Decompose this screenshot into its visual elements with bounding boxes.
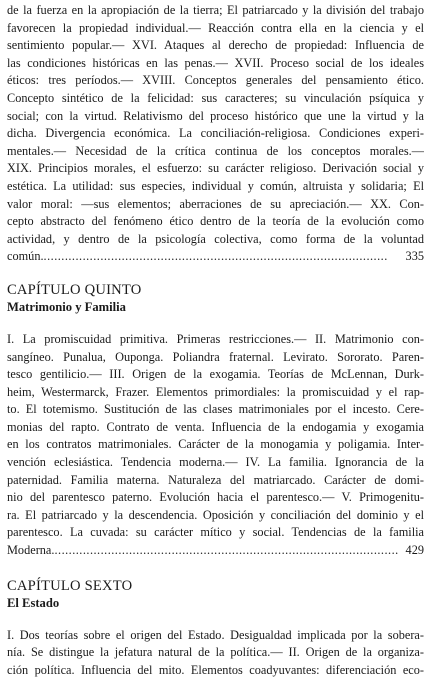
text-line: nio del parentesco paterno. Evolución hacia el parentesco.— V. Primogenitu-: [7, 490, 424, 505]
text-line: vención eclesiástica. Tendencia moderna.— IV. La familia. Ignorancia de la: [7, 455, 424, 470]
toc-last-line: común.: [7, 249, 44, 264]
text-line: I. Dos teorías sobre el origen del Estado. Desigualdad implicada por la sobera-: [7, 627, 424, 642]
text-line: parentesco. La cuvada: su carácter mítico y social. Tendencias de la familia: [7, 525, 424, 540]
text-line: sangíneo. Punalua, Ouponga. Poliandra fraternal. Levirato. Sororato. Paren-: [7, 349, 424, 364]
text-line: heim, Westermarck, Frazer. Elementos primordiales: la promiscuidad y el rap-: [7, 384, 424, 399]
leader-dots: [44, 248, 406, 266]
chapter-subtitle: El Estado: [7, 595, 60, 610]
toc-entry-end: [7, 248, 424, 266]
chapter-title: CAPÍTULO SEXTO: [7, 577, 133, 594]
book-page: [7, 2, 424, 679]
text-line: I. La promiscuidad primitiva. Primeras restricciones.— II. Matrimonio con-: [7, 331, 424, 346]
text-line: ción política. Influencia del mito. Elementos coadyuvantes: diferenciación eco-: [7, 662, 424, 677]
leader-dots: [54, 542, 405, 560]
text-line: cepto abstracto del fenómeno ético dentro de la teoría de la evolución como: [7, 214, 424, 229]
text-line: paternidad. Familia materna. Naturaleza del matriarcado. Carácter de domi-: [7, 472, 424, 487]
text-line: dicha. Divergencia económica. La conciliación-religiosa. Condiciones experi-: [7, 126, 424, 141]
text-line: estética. La utilidad: sus especies, individual y común, altruista y solidaria; El: [7, 178, 424, 193]
chapter-summary: [7, 627, 424, 679]
chapter-summary: [7, 331, 424, 542]
text-line: las condiciones históricas en las penas.— XVII. Proceso social de los ideales: [7, 55, 424, 70]
text-line: actividad, y dentro de la psicología colectiva, como forma de la voluntad: [7, 231, 424, 246]
text-line: favorecen la propiedad individual.— Reacción contra ella en la ciencia y el: [7, 20, 424, 35]
page-number: 429: [405, 543, 424, 558]
text-line: valor moral: —sus elementos; aberraciones de su apreciación.— XX. Con-: [7, 196, 424, 211]
chapter-subtitle: Matrimonio y Familia: [7, 299, 126, 314]
text-line: nía. Se distingue la jefatura natural de la política.— II. Origen de la organiza-: [7, 645, 424, 660]
page-number: 335: [405, 249, 424, 264]
text-line: mentales.— Necesidad de la crítica continua de los conceptos morales.—: [7, 143, 424, 158]
text-line: éticos: tres períodos.— XVIII. Conceptos generales del pensamiento ético.: [7, 73, 424, 88]
toc-section-continued: [7, 2, 424, 248]
chapter-title: CAPÍTULO QUINTO: [7, 281, 142, 298]
text-line: de la fuerza en la apropiación de la tierra; El patriarcado y la división del trabajo: [7, 3, 424, 17]
text-line: social; con la virtud. Relativismo del proceso histórico que une la virtud y la: [7, 108, 424, 123]
toc-entry-end: [7, 542, 424, 560]
text-line: to. El totemismo. Sustitución de las clases matrimoniales por el incesto. Cere-: [7, 402, 424, 417]
text-line: ra. El patriarcado y la descendencia. Oposición y conciliación del dominio y el: [7, 507, 424, 522]
text-line: en los contratos matrimoniales. Carácter de la monogamia y poligamia. Inter-: [7, 437, 424, 452]
toc-last-line: Moderna.: [7, 543, 55, 558]
text-line: tesco gentilicio.— III. Origen de la exogamia. Teorías de McLennan, Durk-: [7, 367, 424, 382]
chapter-six: [7, 578, 424, 679]
text-line: XIX. Principios morales, el esfuerzo: su carácter religioso. Derivación social y: [7, 161, 424, 176]
chapter-five: [7, 282, 424, 560]
text-line: sentimiento popular.— XVI. Ataques al derecho de propiedad: Influencia de: [7, 38, 424, 53]
text-line: monias del rapto. Contrato de venta. Influencia de la endogamia y exogamia: [7, 419, 424, 434]
text-line: Concepto sintético de la felicidad: sus caracteres; su vinculación psíquica y: [7, 90, 424, 105]
